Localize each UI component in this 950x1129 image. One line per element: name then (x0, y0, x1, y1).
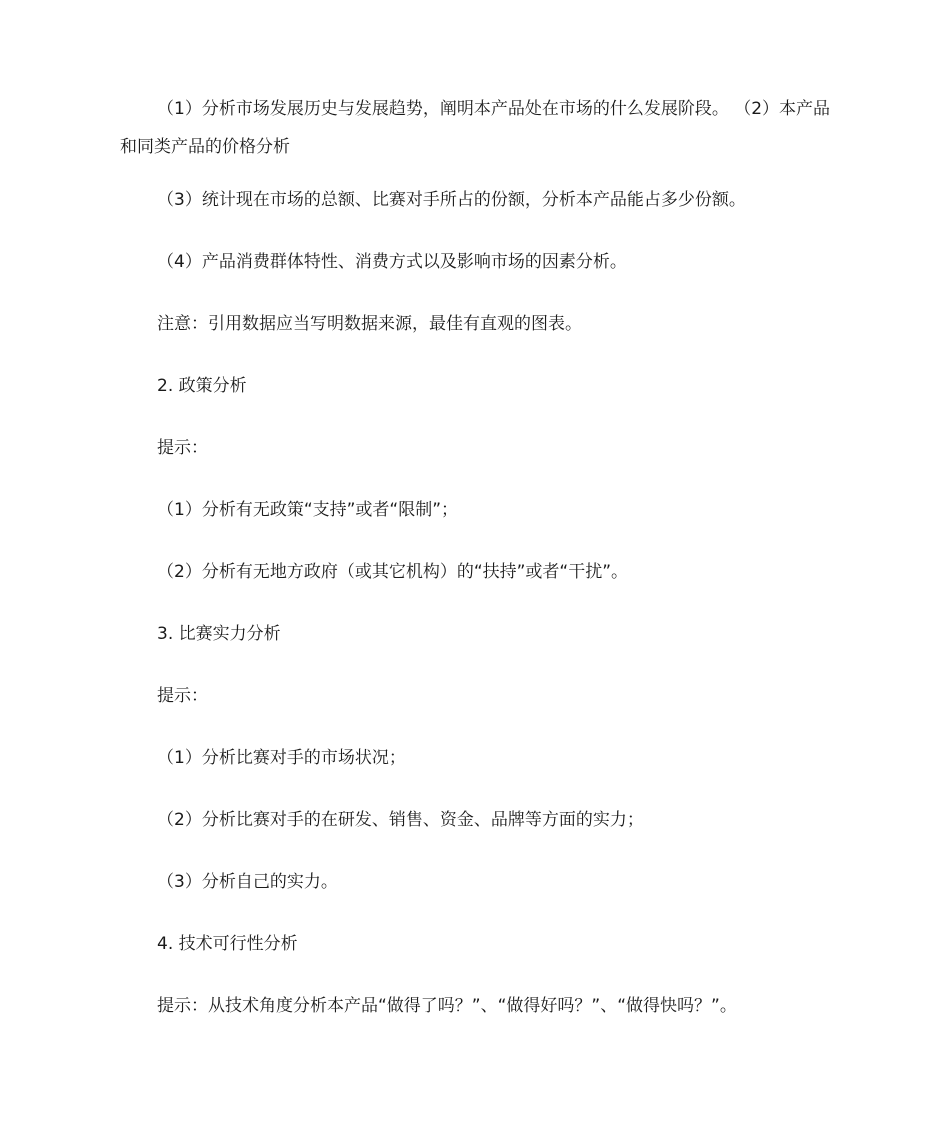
paragraph-consumer-analysis: （4）产品消费群体特性、消费方式以及影响市场的因素分析。 (157, 252, 627, 272)
paragraph-competitor-market: （1）分析比赛对手的市场状况； (157, 748, 406, 768)
paragraph-note: 注意：引用数据应当写明数据来源，最佳有直观的图表。 (157, 314, 582, 334)
paragraph-self-strength: （3）分析自己的实力。 (157, 872, 338, 892)
paragraph-policy-support: （1）分析有无政策“支持”或者“限制”； (157, 500, 459, 520)
section-heading-technology: 4. 技术可行性分析 (157, 934, 298, 954)
paragraph-government-support: （2）分析有无地方政府（或其它机构）的“扶持”或者“干扰”。 (157, 562, 629, 582)
paragraph-technology-hint: 提示：从技术角度分析本产品“做得了吗？”、“做得好吗？”、“做得快吗？”。 (157, 996, 737, 1016)
paragraph-hint: 提示： (157, 686, 208, 706)
paragraph-hint: 提示： (157, 438, 208, 458)
paragraph-market-share: （3）统计现在市场的总额、比赛对手所占的份额，分析本产品能占多少份额。 (157, 190, 746, 210)
paragraph-competitor-strength: （2）分析比赛对手的在研发、销售、资金、品牌等方面的实力； (157, 810, 644, 830)
paragraph-market-history: （1）分析市场发展历史与发展趋势，阐明本产品处在市场的什么发展阶段。 （2）本产品和同类产品的价格分析 (120, 99, 831, 157)
section-heading-policy: 2. 政策分析 (157, 376, 247, 396)
section-heading-competition: 3. 比赛实力分析 (157, 624, 281, 644)
